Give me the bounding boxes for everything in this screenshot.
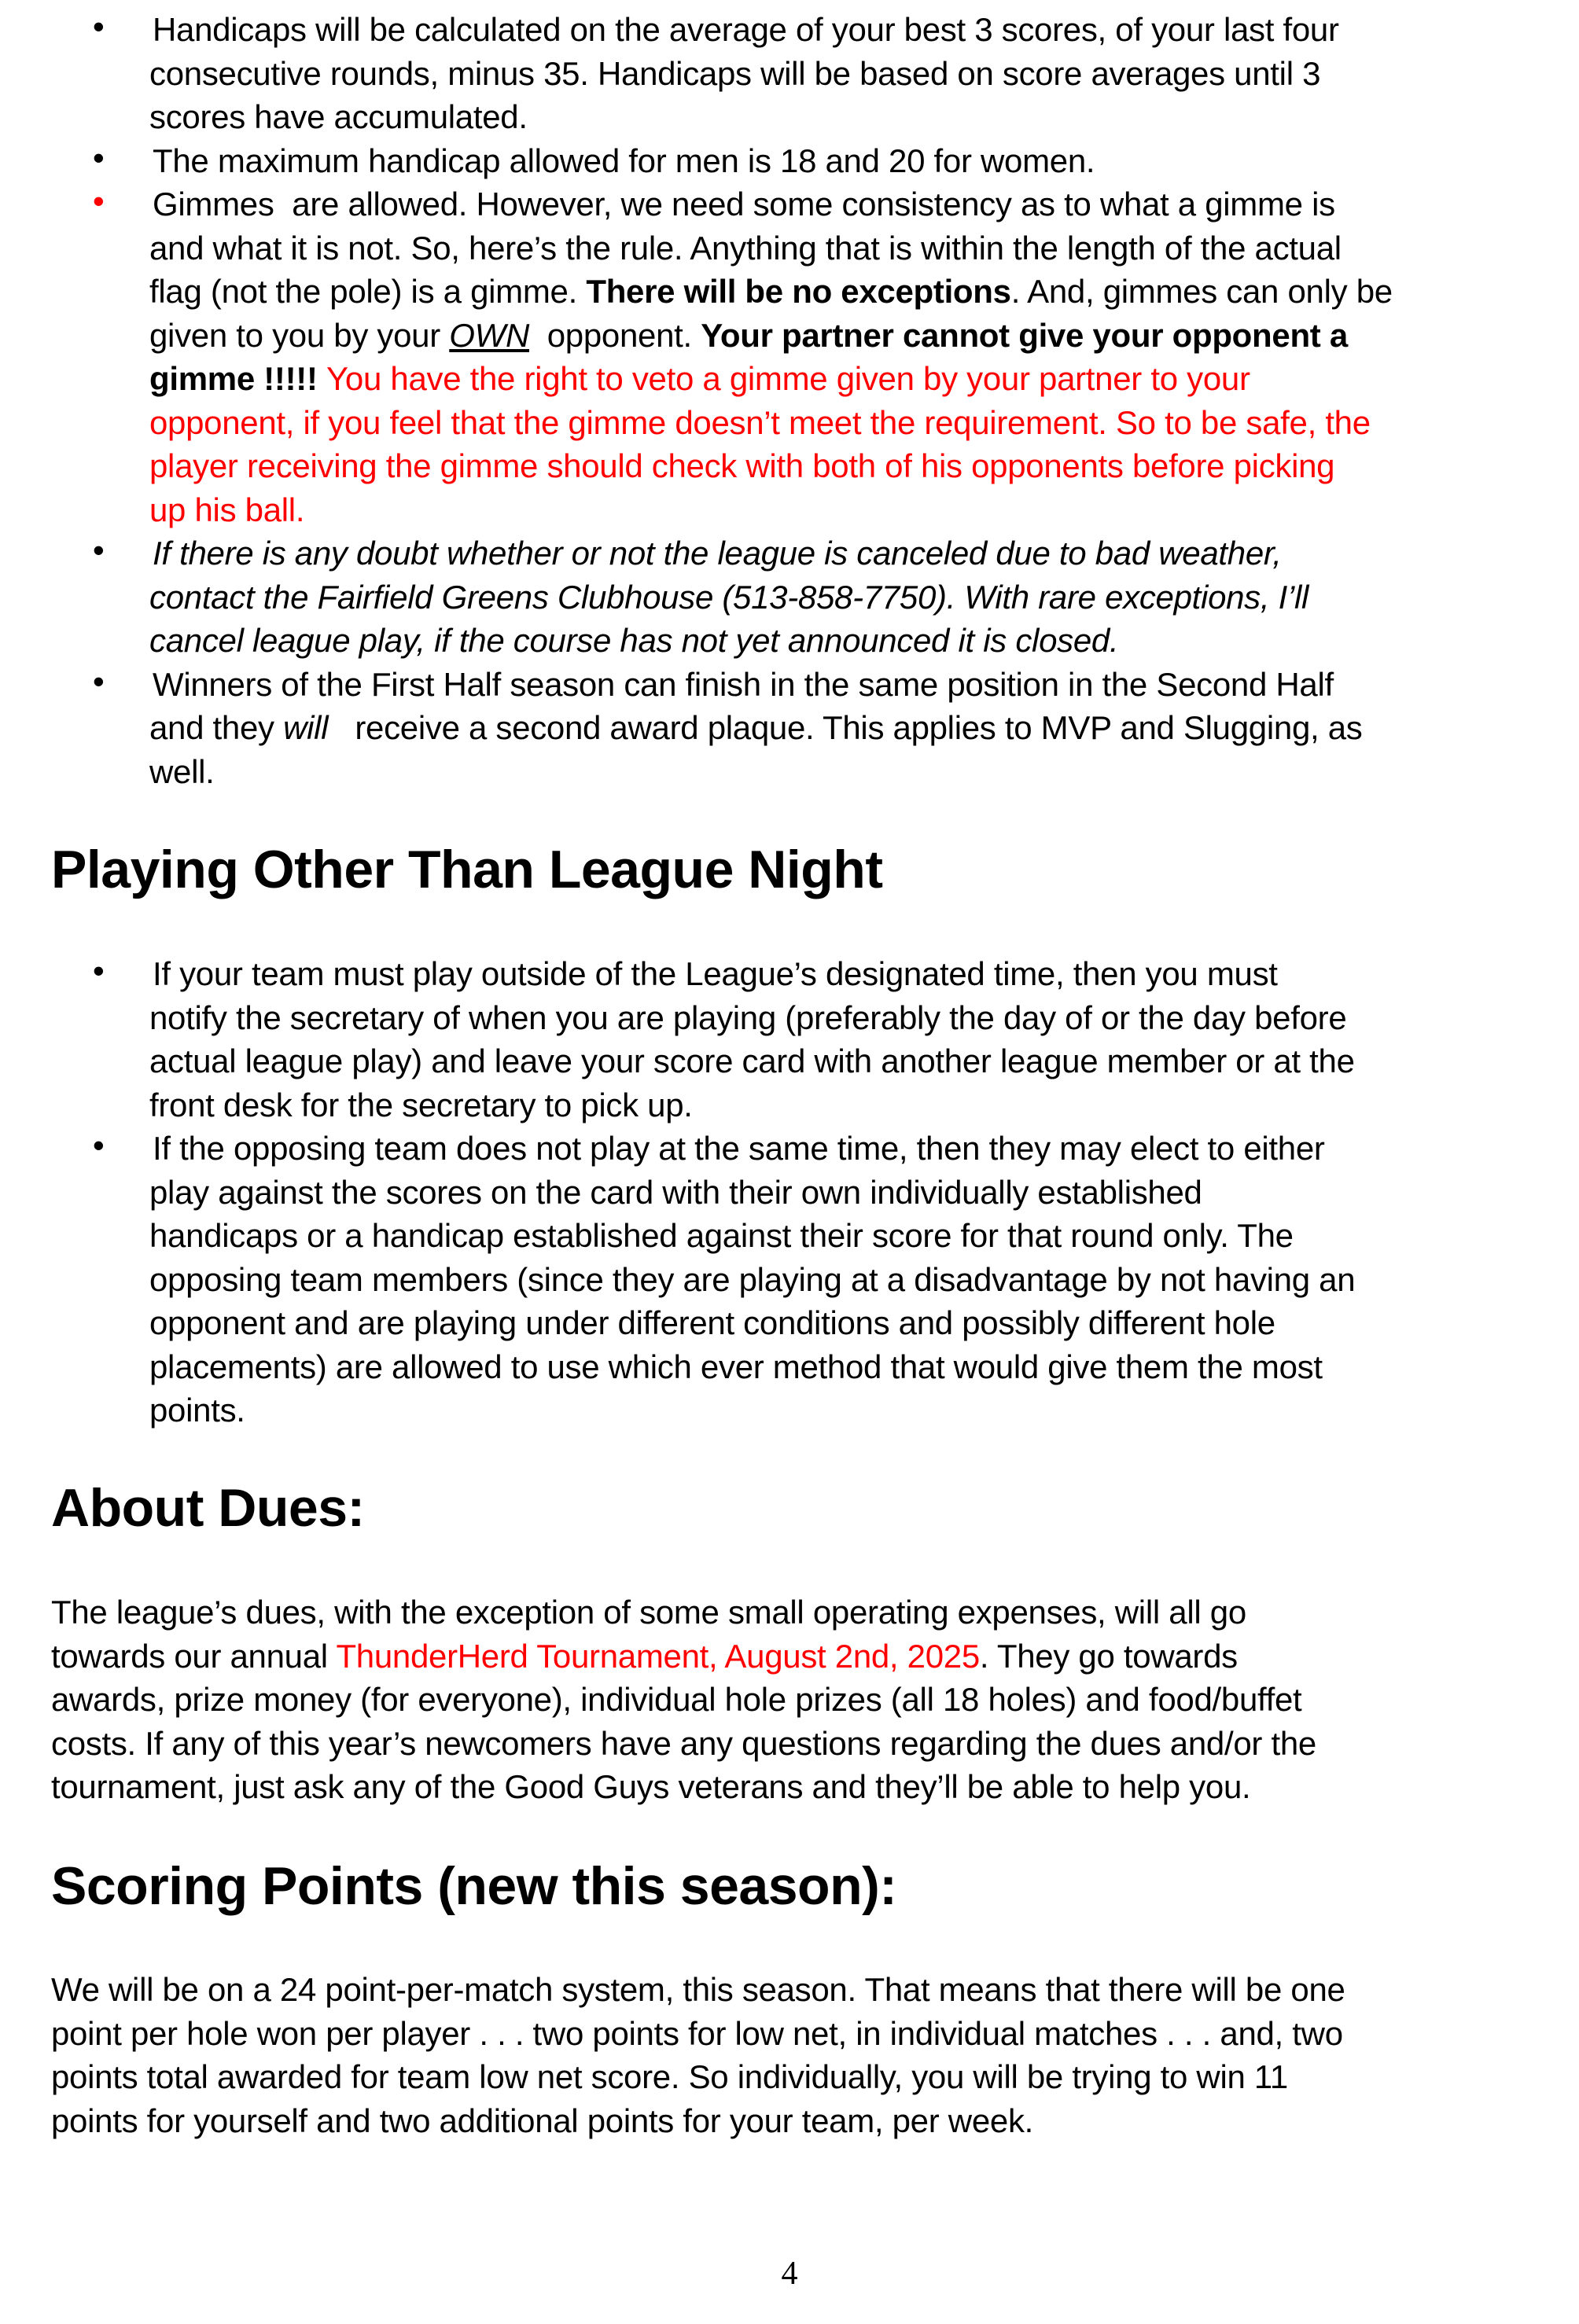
text-run: receive a second award plaque. This applies to MVP and Slugging, as [328, 709, 1363, 746]
text-line [0, 1388, 1579, 1432]
text-run: opponent, if you feel that the gimme doesn’t meet the requirement. So to be safe, the [149, 403, 1371, 441]
text-line [0, 182, 1579, 226]
text-run: ThunderHerd Tournament, August 2nd, 2025 [336, 1637, 980, 1675]
text-run: tournament, just ask any of the Good Guys veterans and they’ll be able to help you. [51, 1768, 1251, 1805]
text-line [0, 1678, 1579, 1722]
about-dues-paragraph [0, 1590, 1579, 1809]
text-run: opponent and are playing under different conditions and possibly different hole [149, 1304, 1275, 1341]
text-line [0, 1127, 1579, 1171]
text-line [0, 750, 1579, 794]
list-item [0, 952, 1579, 1127]
section-heading-playing-other-than-league-night: Playing Other Than League Night [51, 840, 883, 899]
text-line [0, 2012, 1579, 2056]
text-line [0, 8, 1579, 52]
scoring-points-paragraph [0, 1968, 1579, 2142]
text-run: Handicaps will be calculated on the average of your best 3 scores, of your last four [153, 11, 1339, 48]
text-run: costs. If any of this year’s newcomers have any questions regarding the dues and/or the [51, 1724, 1316, 1762]
text-run: If there is any doubt whether or not the league is canceled due to bad weather, [153, 535, 1282, 572]
page-number: 4 [781, 2256, 798, 2292]
text-line [0, 444, 1579, 488]
text-run: notify the secretary of when you are playing (preferably the day of or the day before [149, 998, 1347, 1036]
text-line [0, 2099, 1579, 2143]
text-run: contact the Fairfield Greens Clubhouse (513-858-7750). With rare exceptions, I’ll [149, 578, 1309, 616]
list-item [0, 663, 1579, 794]
text-line [0, 1722, 1579, 1766]
bullet-icon: • [93, 138, 105, 176]
text-run: Gimmes are allowed. However, we need some consistency as to what a gimme is [153, 186, 1335, 222]
list-item [0, 8, 1579, 139]
text-run: front desk for the secretary to pick up. [149, 1086, 693, 1123]
text-line [0, 1345, 1579, 1389]
section-heading-about-dues: About Dues: [51, 1478, 365, 1538]
text-line [0, 314, 1579, 358]
text-run: There will be no exceptions [586, 273, 1011, 310]
text-run: placements) are allowed to use which ever method that would give them the most [149, 1348, 1323, 1385]
rules-list [0, 8, 1579, 793]
text-run: Winners of the First Half season can finish in the same position in the Second Half [153, 665, 1334, 703]
text-run: towards our annual [51, 1637, 337, 1675]
text-run: up his ball. [149, 491, 305, 528]
text-run: play against the scores on the card with their own individually established [149, 1173, 1202, 1211]
section-heading-scoring-points: Scoring Points (new this season): [51, 1856, 897, 1916]
text-line [0, 401, 1579, 445]
text-run: given to you by your [149, 316, 450, 354]
text-run: scores have accumulated. [149, 98, 528, 135]
text-line [0, 1258, 1579, 1302]
text-line [0, 996, 1579, 1040]
list-item [0, 182, 1579, 531]
text-run: actual league play) and leave your score card with another league member or at the [149, 1042, 1355, 1079]
list-item [0, 139, 1579, 183]
bullet-icon: • [93, 1127, 105, 1164]
text-line [0, 663, 1579, 707]
text-line [0, 2055, 1579, 2099]
bullet-icon: • [93, 531, 105, 568]
text-line [0, 1635, 1579, 1679]
text-run: If your team must play outside of the League’s designated time, then you must [153, 955, 1278, 992]
text-line [0, 226, 1579, 270]
text-line [0, 952, 1579, 996]
text-run: If the opposing team does not play at the same time, then they may elect to either [153, 1130, 1325, 1167]
list-item [0, 1127, 1579, 1432]
bullet-icon: • [93, 182, 105, 219]
text-run: and they [149, 709, 284, 746]
text-run: well. [149, 752, 215, 790]
text-line [0, 619, 1579, 663]
text-run: . And, gimmes can only be [1010, 273, 1393, 310]
text-run: opponent. [529, 316, 701, 354]
text-run: You have the right to veto a gimme given by your partner to your [326, 360, 1250, 397]
text-line [0, 575, 1579, 620]
text-run: will [283, 709, 329, 746]
text-run: point per hole won per player . . . two points for low net, in individual matches . . . and, two [51, 2014, 1343, 2052]
text-run: We will be on a 24 point-per-match system, this season. That means that there will be one [51, 1971, 1345, 2008]
text-run: points. [149, 1392, 245, 1429]
text-run: consecutive rounds, minus 35. Handicaps will be based on score averages until 3 [149, 54, 1321, 92]
text-run: awards, prize money (for everyone), individual hole prizes (all 18 holes) and food/buffet [51, 1681, 1302, 1718]
text-run: Your partner cannot give your opponent a [701, 316, 1348, 354]
text-run: and what it is not. So, here’s the rule. Anything that is within the length of the actual [149, 229, 1342, 267]
text-line [0, 1968, 1579, 2012]
text-line [0, 1214, 1579, 1258]
text-line [0, 95, 1579, 139]
text-line [0, 1590, 1579, 1635]
text-line [0, 1301, 1579, 1345]
playing-other-than-league-night-list [0, 952, 1579, 1432]
text-line [0, 1171, 1579, 1215]
text-run: The league’s dues, with the exception of some small operating expenses, will all go [51, 1594, 1246, 1631]
bullet-icon: • [93, 952, 105, 989]
bullet-icon: • [93, 8, 105, 45]
text-run: cancel league play, if the course has not yet announced it is closed. [149, 622, 1119, 659]
list-item [0, 531, 1579, 663]
bullet-icon: • [93, 662, 105, 700]
text-run: opposing team members (since they are playing at a disadvantage by not having an [149, 1260, 1356, 1298]
text-run: The maximum handicap allowed for men is 18 and 20 for women. [153, 142, 1095, 179]
text-line [0, 1083, 1579, 1127]
text-line [0, 357, 1579, 401]
text-run: . They go towards [979, 1637, 1238, 1675]
text-line [0, 531, 1579, 575]
text-run: gimme !!!!! [149, 360, 327, 397]
text-run: points for yourself and two additional points for your team, per week. [51, 2102, 1034, 2139]
text-run: points total awarded for team low net score. So individually, you will be trying to win 11 [51, 2058, 1288, 2095]
text-line [0, 488, 1579, 532]
text-line [0, 270, 1579, 314]
text-line [0, 52, 1579, 96]
text-run: flag (not the pole) is a gimme. [149, 273, 587, 310]
text-line [0, 1765, 1579, 1809]
text-line [0, 1039, 1579, 1083]
text-line [0, 706, 1579, 750]
text-run: OWN [449, 316, 530, 354]
text-run: player receiving the gimme should check with both of his opponents before picking [149, 447, 1335, 484]
text-run: handicaps or a handicap established against their score for that round only. The [149, 1217, 1294, 1254]
text-line [0, 139, 1579, 183]
